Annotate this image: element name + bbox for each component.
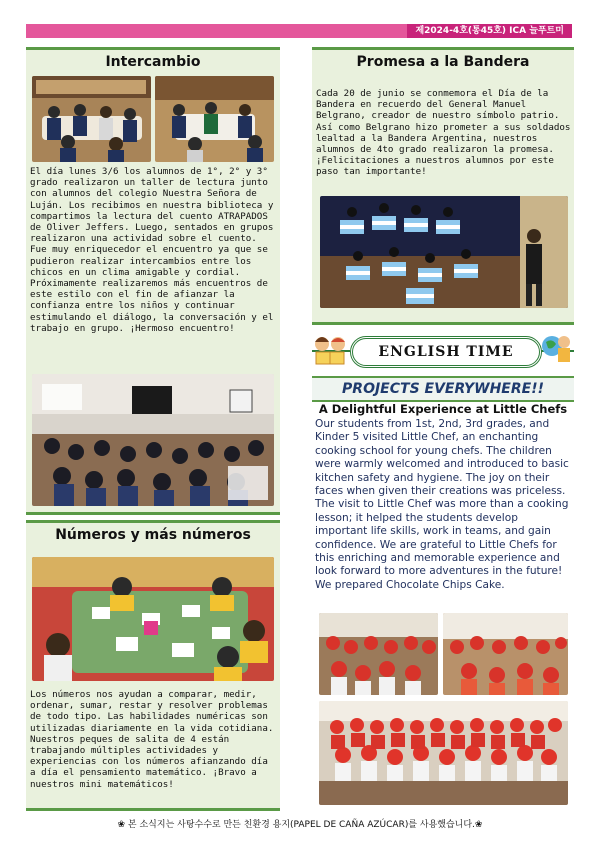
- intercambio-title: Intercambio: [105, 54, 201, 70]
- flag-promise-photo: [320, 196, 568, 308]
- kid-with-globe-icon: [538, 332, 574, 366]
- numeros-body: Los números nos ayudan a comparar, medir, ordenar, sumar, restar y resolver problemas de todo tipo. Las habilidades numéricas son utilizadas diariamente en la vida cotidiana. Nuestros peques de salita de 4 están trabajando múltiples actividades y experiencias con los números afianzando día a día el pensamiento matemático. ¡Bravo a nuestros mini matemáticos!: [30, 689, 274, 790]
- auditorium-photo: [32, 374, 274, 506]
- library-photo-left: [32, 76, 151, 162]
- header-bar: [26, 24, 572, 38]
- intercambio-body: El día lunes 3/6 los alumnos de 1°, 2° y 3° grado realizaron un taller de lectura junto con alumnos del colegio Nuestra Señora de Luján. Los recibimos en nuestra biblioteca y compartimos la lectura del cuento ATRAPADOS de Oliver Jeffers. Luego, sentados en grupos realizaron una actividad sobre el cuento. Fue muy enriquecedor el encuentro ya que se pudieron realizar intercambios entre los chicos en un clima amigable y cordial. Próximamente realizaremos más encuentros de este estilo con el fin de afianzar la confianza entre los niños y continuar estimulando el diálogo, la conversación y el trabajo en grupo. ¡Hermoso encuentro!: [30, 166, 274, 334]
- little-chef-group-photo: [319, 701, 568, 805]
- math-class-photo: [32, 557, 274, 681]
- numeros-section: [26, 520, 280, 811]
- numeros-title: Números y más números: [55, 527, 251, 543]
- issue-label: 제2024-4호(통45호) ICA 늘푸트미: [407, 24, 572, 38]
- library-photo-right: [155, 76, 274, 162]
- english-body: Our students from 1st, 2nd, 3rd grades, and Kinder 5 visited Little Chef, an enchanting cooking school for young chefs. The children were warmly welcomed and introduced to basic kitchen safety and hygiene. The joy on their faces when given their creations was priceless. The visit to Little Chef was more than a cooking lesson; it helped the students develop important life skills, work in teams, and gain confidence. We are grateful to Little Chefs for this enriching and memorable experience and look forward to more adventures in the future! We prepared Chocolate Chips Cake.: [315, 418, 569, 591]
- projects-banner: PROJECTS EVERYWHERE!!: [312, 376, 574, 402]
- promesa-title: Promesa a la Bandera: [356, 54, 530, 70]
- intercambio-section: [26, 47, 280, 515]
- english-subtitle: A Delightful Experience at Little Chefs: [318, 402, 568, 416]
- little-chef-photo-2: [443, 613, 568, 695]
- kids-reading-icon: [312, 332, 348, 366]
- footer-note: ❀ 본 소식지는 사탕수수로 만든 친환경 용지(PAPEL DE CAÑA AZÚCAR)를 사용했습니다.❀: [117, 820, 483, 830]
- little-chef-photo-1: [319, 613, 438, 695]
- promesa-section: [312, 47, 574, 325]
- english-time-header: [312, 326, 574, 376]
- english-time-badge: ENGLISH TIME: [350, 336, 542, 368]
- promesa-body: Cada 20 de junio se conmemora el Día de la Bandera en recuerdo del General Manuel Belgrano, creador de nuestro símbolo patrio. Así como Belgrano hizo prometer a sus soldados lealtad a la Bandera Argentina, nuestros alumnos de 4to grado realizaron la promesa. ¡Felicitaciones a nuestros alumnos por este paso tan importante!: [316, 88, 571, 178]
